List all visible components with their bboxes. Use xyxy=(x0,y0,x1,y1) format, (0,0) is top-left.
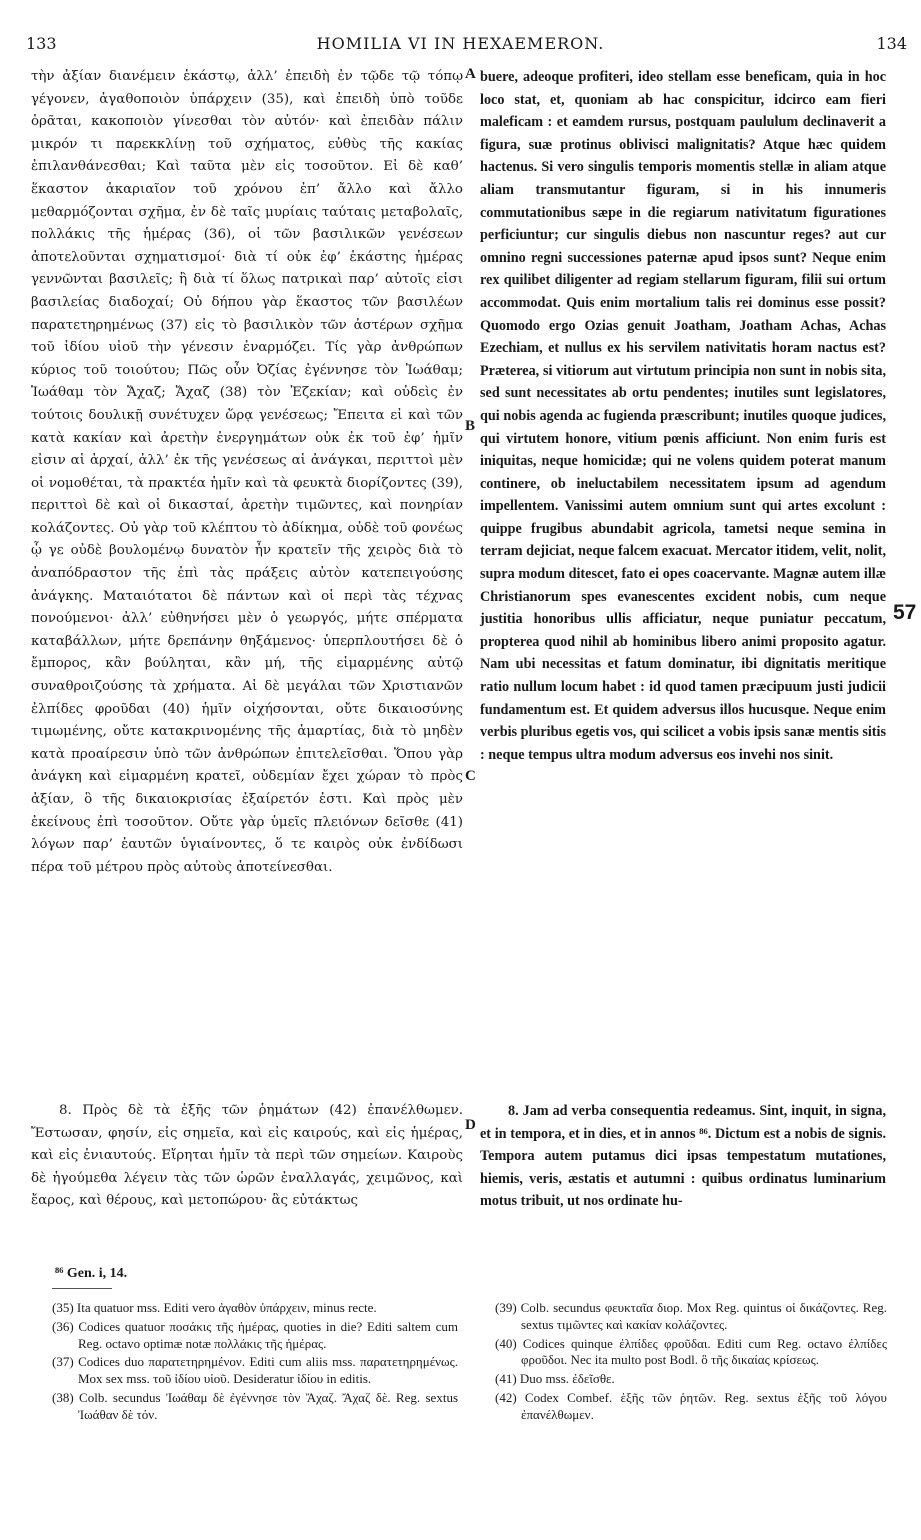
note-35: (35) Ita quatuor mss. Editi vero ἀγαθὸν ὑπάρχειν, minus recte. xyxy=(52,1300,377,1315)
latin-section-8-paragraph: 8. Jam ad verba consequentia redeamus. Sint, inquit, in signa, et in tempora, et in dies, et in annos ⁸⁶. Dictum est a nobis de signis. Tempora autem putamus dici ipsas tempestatum mutationes, hiemis, veris, æstatis et autumni : quibus ordinatus luminarium motus tribuit, ut nos ordinate hu- xyxy=(480,1103,886,1210)
greek-section-8 xyxy=(31,1100,463,1213)
note-42: (42) Codex Combef. ἑξῆς τῶν ῥητῶν. Reg. sextus ἑξῆς τοῦ λόγου ἐπανέλθωμεν. xyxy=(495,1389,887,1422)
footnote-rule xyxy=(52,1288,112,1289)
notes-left-column xyxy=(52,1300,458,1426)
note-38: (38) Colb. secundus Ἰωάθαμ δὲ ἐγέννησε τὸν Ἄχαζ. Ἄχαζ δὲ. Reg. sextus Ἰωάθαν δὲ τόν. xyxy=(52,1389,458,1422)
latin-section-8 xyxy=(480,1100,886,1213)
note-37: (37) Codices duo παρατετηρημένον. Editi cum aliis mss. παρατετηρημένως. Mox sex mss. τοῦ ἰδίου υἱοῦ. Desideratur ἰδίου in editis. xyxy=(52,1354,458,1387)
side-page-number: 57 xyxy=(893,601,917,624)
note-41: (41) Duo mss. ἐδεῖσθε. xyxy=(495,1371,615,1387)
margin-letter-c: C xyxy=(465,768,476,784)
latin-column xyxy=(480,66,886,766)
latin-paragraph: buere, adeoque profiteri, ideo stellam esse beneficam, quia in hoc loco stat, et, quoniam ab hac conspicitur, idcirco eam fieri maleficam : et eamdem rursus, postquam paululum declinaverit a figura, suæ protinus oblivisci malignitatis? Atque hæc quidem hactenus. Si vero singulis temporis momentis stellæ in aliam atque aliam transmutantur figuram, si in his innumeris commutationibus sæpe in die regiarum nativitatum figurationes perficiuntur; cur singulis diebus non nascuntur reges? aut cur omnino regni successiones paternæ apud ipsos sunt? Neque enim rex quilibet diligenter ad regiam stellarum figuram, filii sui ortum accommodat. Quis enim mortalium talis rei dominus esse possit? Quomodo ergo Ozias genuit Joatham, Joatham Achas, Achas Ezechiam, et nullus ex his servilem nativitatis horam nactus est? Præterea, si vitiorum aut virtutum principia non sunt in nobis sita, sed sunt necessitates ab ortu pendentes; inutiles sunt legislatores, qui nobis agenda ac fugienda præscribunt; inutiles quoque judices, qui virtutem honore, vitium pœnis afficiunt. Non enim furis est iniquitas, neque homicidæ; qui ne volens quidem poterat manum continere, ob ineluctabilem necessitatem ipsum ad agendum impellentem. Vanissimi autem omnium sunt qui artes excolunt : quippe frugibus abundabit agricola, tametsi neque semina in terram dejiciat, neque falcem exacuat. Mercator itidem, velit, nolit, supra modum ditescet, fato ei opes coacervante. Magnæ autem illæ Christianorum spes evanescentes excident nobis, cum neque justitia honoribus ullis afficiatur, neque puniatur peccatum, propterea quod nihil ab hominibus libero animi proposito agatur. Nam ubi necessitas et fatum dominatur, ibi dignitatis meritique ratio nullum locum habet : id quod tamen præcipuum justi judicii fundamentum est. Et quidem adversus illos hucusque. Neque enim verbis pluribus egetis vos, qui scilicet a vobis ipsis sanæ mentis sitis : neque tempus ultra modum adversus eos invehi nos sinit. xyxy=(480,69,886,763)
note-36: (36) Codices quatuor ποσάκις τῆς ἡμέρας, quoties in die? Editi saltem cum Reg. octavo optimæ notæ πολλάκις τῆς ἡμέρας. xyxy=(52,1318,458,1351)
greek-paragraph: τὴν ἀξίαν διανέμειν ἑκάστῳ, ἀλλ’ ἐπειδὴ ἐν τῷδε τῷ τόπῳ γέγονεν, ἀγαθοποιὸν ὑπάρχειν (35), καὶ ἐπειδὴ ὑπὸ τοῦδε ὁρᾶται, κακοποιὸν γίνεσθαι τὸν αὐτόν· καὶ ἐπειδὰν πάλιν μικρόν τι παρεκκλίνῃ τοῦ σχήματος, εὐθὺς τῆς κακίας ἐπιλανθάνεσθαι; Καὶ ταῦτα μὲν εἰς τοσοῦτον. Εἰ δὲ καθ’ ἕκαστον ἀκαριαῖον τοῦ χρόνου ἐπ’ ἄλλο καὶ ἄλλο μεθαρμόζονται σχῆμα, ἐν δὲ ταῖς μυρίαις ταύταις μεταβολαῖς, πολλάκις τῆς ἡμέρας (36), οἱ τῶν βασιλικῶν γενέσεων ἀποτελοῦνται σχηματισμοί· διὰ τί οὐκ ἐφ’ ἑκάστης ἡμέρας γεννῶνται βασιλεῖς; ἢ διὰ τί ὅλως πατρικαὶ παρ’ αὐτοῖς εἰσι βασιλείας διαδοχαί; Οὐ δήπου γὰρ ἕκαστος τῶν βασιλέων παρατετηρημένως (37) εἰς τὸ βασιλικὸν τῶν ἀστέρων σχῆμα τοῦ ἰδίου υἱοῦ τὴν γένεσιν ἐναρμόζει. Τίς γὰρ ἀνθρώπων κύριος τοῦ τοιούτου; Πῶς οὖν Ὀζίας ἐγέννησε τὸν Ἰωάθαμ; Ἰωάθαμ τὸν Ἄχαζ; Ἄχαζ (38) τὸν Ἐζεκίαν; καὶ οὐδεὶς ἐν τούτοις δουλικῇ συνέτυχεν ὥρᾳ γενέσεως; Ἔπειτα εἰ καὶ τῶν κατὰ κακίαν καὶ ἀρετὴν ἐνεργημάτων οὐκ ἐκ τοῦ ἐφ’ ἡμῖν εἰσιν αἱ ἀρχαί, ἀλλ’ ἐκ τῆς γενέσεως αἱ ἀνάγκαι, περιττοὶ μὲν οἱ νομοθέται, τὰ πρακτέα ἡμῖν καὶ τὰ φευκτὰ διορίζοντες (39), περιττοὶ δὲ καὶ οἱ δικασταί, ἀρετὴν τιμῶντες, καὶ πονηρίαν κολάζοντες. Οὐ γὰρ τοῦ κλέπτου τὸ ἀδίκημα, οὐδὲ τοῦ φονέως ᾧ γε οὐδὲ βουλομένῳ δυνατὸν ἦν κρατεῖν τῆς χειρὸς διὰ τὸ ἀναπόδραστον τῆς ἐπὶ τὰς πράξεις αὐτὸν κατεπειγούσης ἀνάγκης. Ματαιότατοι δὲ πάντων καὶ οἱ περὶ τὰς τέχνας πονούμενοι· ἀλλ’ εὐθηνήσει μὲν ὁ γεωργός, μήτε σπέρματα καταβάλλων, μήτε δρεπάνην θηξάμενος· ὑπερπλουτήσει δὲ ὁ ἔμπορος, κἂν βούληται, κἂν μή, τῆς εἱμαρμένης αὐτῷ συναθροιζούσης τὰ χρήματα. Αἱ δὲ μεγάλαι τῶν Χριστιανῶν ἐλπίδες φροῦδαι (40) ἡμῖν οἰχήσονται, οὔτε δικαιοσύνης τιμωμένης, οὔτε κατακρινομένης τῆς ἁμαρτίας, διὰ τὸ μηδὲν κατὰ προαίρεσιν ὑπὸ τῶν ἀνθρώπων ἐπιτελεῖσθαι. Ὅπου γὰρ ἀνάγκη καὶ εἱμαρμένη κρατεῖ, οὐδεμίαν ἔχει χώραν τὸ πρὸς ἀξίαν, ὃ τῆς δικαιοκρισίας ἐξαίρετόν ἐστι. Καὶ πρὸς μὲν ἐκείνους ἐπὶ τοσοῦτον. Οὔτε γὰρ ὑμεῖς πλειόνων δεῖσθε (41) λόγων παρ’ ἑαυτῶν ὑγιαίνοντες, ὅ τε καιρὸς οὐκ ἐνδίδωσι πέρα τοῦ μέτρου πρὸς αὐτοὺς ἀποτείνεσθαι. xyxy=(31,69,463,875)
page-header xyxy=(0,34,921,58)
scripture-footnote: ⁸⁶ Gen. i, 14. xyxy=(55,1266,128,1281)
notes-right-column xyxy=(495,1300,887,1426)
margin-letter-b: B xyxy=(465,418,476,434)
page-number-right: 134 xyxy=(876,34,907,53)
running-title: HOMILIA VI IN HEXAEMERON. xyxy=(316,34,605,53)
margin-letter-a: A xyxy=(465,66,476,82)
page-number-left: 133 xyxy=(26,34,57,53)
greek-column xyxy=(31,66,463,879)
margin-letter-d: D xyxy=(465,1117,476,1133)
note-39: (39) Colb. secundus φευκταῖα διορ. Mox Reg. quintus οἱ δικάζοντες. Reg. sextus τιμῶντες καὶ κακίαν κολάζοντες. xyxy=(495,1300,887,1332)
note-40: (40) Codices quinque ἐλπίδες φροῦδαι. Editi cum Reg. octavo ἐλπίδες φροῦδοι. Nec ita multo post Bodl. ὃ τῆς δικαίας κρίσεως. xyxy=(495,1335,887,1368)
greek-section-8-paragraph: 8. Πρὸς δὲ τὰ ἑξῆς τῶν ῥημάτων (42) ἐπανέλθωμεν. Ἔστωσαν, φησίν, εἰς σημεῖα, καὶ εἰς καιρούς, καὶ εἰς ἡμέρας, καὶ εἰς ἐνιαυτούς. Εἴρηται ἡμῖν τὰ περὶ τῶν σημείων. Καιροὺς δὲ ἡγούμεθα λέγειν τὰς τῶν ὡρῶν ἐναλλαγάς, χειμῶνος, καὶ ἔαρος, καὶ θέρους, καὶ μετοπώρου· ἃς εὐτάκτως xyxy=(31,1103,463,1209)
